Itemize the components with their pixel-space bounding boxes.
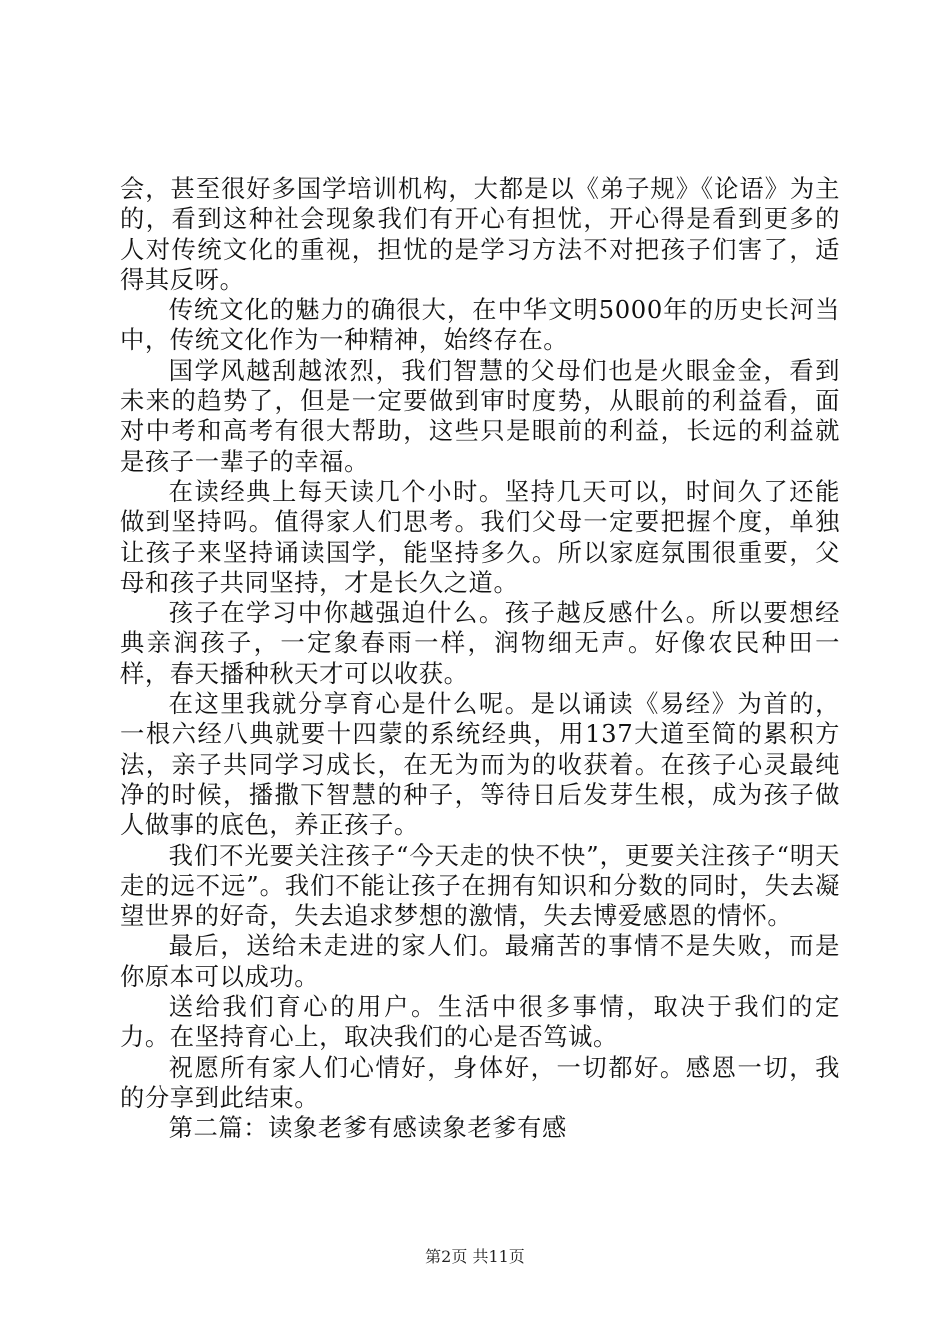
- paragraph-10: 祝愿所有家人们心情好，身体好，一切都好。感恩一切，我的分享到此结束。: [120, 1052, 840, 1112]
- paragraph-8: 最后，送给未走进的家人们。最痛苦的事情不是失败，而是你原本可以成功。: [120, 931, 840, 991]
- document-body: [120, 174, 840, 1144]
- paragraph-9: 送给我们育心的用户。生活中很多事情，取决于我们的定力。在坚持育心上，取决我们的心是否笃诚。: [120, 992, 840, 1052]
- paragraph-5: 孩子在学习中你越强迫什么。孩子越反感什么。所以要想经典亲润孩子，一定象春雨一样，润物细无声。好像农民种田一样，春天播种秋天才可以收获。: [120, 598, 840, 688]
- paragraph-1: 会，甚至很好多国学培训机构，大都是以《弟子规》《论语》为主的，看到这种社会现象我们有开心有担忧，开心得是看到更多的人对传统文化的重视，担忧的是学习方法不对把孩子们害了，适得其反呀。: [120, 174, 840, 294]
- page-number-footer: 第2页 共11页: [425, 1247, 525, 1266]
- paragraph-3: 国学风越刮越浓烈，我们智慧的父母们也是火眼金金，看到未来的趋势了，但是一定要做到审时度势，从眼前的利益看，面对中考和高考有很大帮助，这些只是眼前的利益，长远的利益就是孩子一辈子的幸福。: [120, 355, 840, 476]
- section-heading: 第二篇：读象老爹有感读象老爹有感: [168, 1113, 567, 1143]
- paragraph-2: 传统文化的魅力的确很大，在中华文明5000年的历史长河当中，传统文化作为一种精神，始终存在。: [120, 295, 840, 355]
- paragraph-4: 在读经典上每天读几个小时。坚持几天可以，时间久了还能做到坚持吗。值得家人们思考。我们父母一定要把握个度，单独让孩子来坚持诵读国学，能坚持多久。所以家庭氛围很重要，父母和孩子共同坚持，才是长久之道。: [120, 476, 840, 597]
- paragraph-6: 在这里我就分享育心是什么呢。是以诵读《易经》为首的，一根六经八典就要十四蒙的系统经典，用137大道至简的累积方法，亲子共同学习成长，在无为而为的收获着。在孩子心灵最纯净的时候，播撒下智慧的种子，等待日后发芽生根，成为孩子做人做事的底色，养正孩子。: [120, 689, 840, 840]
- paragraph-7: 我们不光要关注孩子“今天走的快不快”，更要关注孩子“明天走的远不远”。我们不能让孩子在拥有知识和分数的同时，失去凝望世界的好奇，失去追求梦想的激情，失去博爱感恩的情怀。: [120, 840, 840, 931]
